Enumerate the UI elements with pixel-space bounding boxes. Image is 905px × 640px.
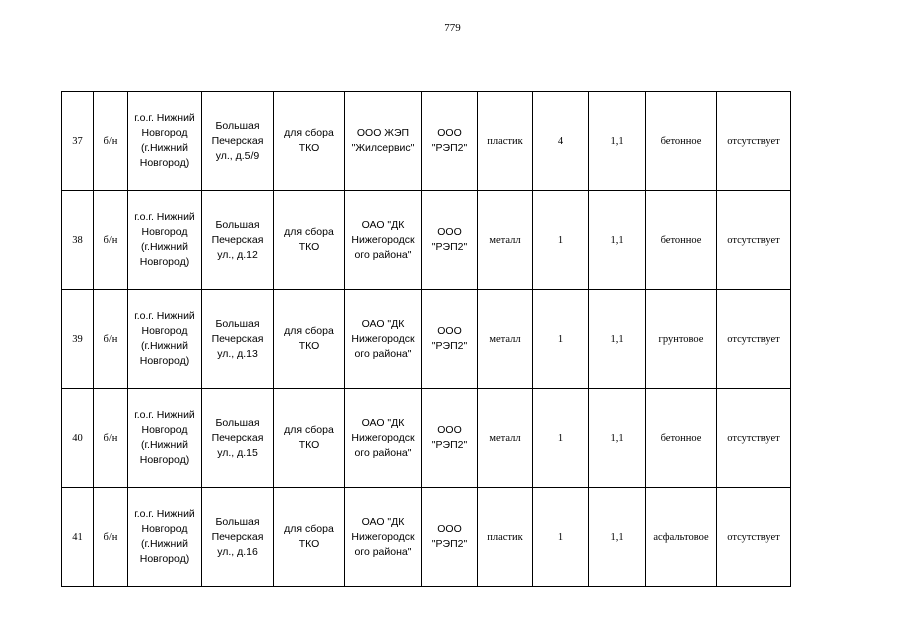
container-count-cell: 1 — [533, 488, 589, 587]
purpose-line: ТКО — [298, 241, 320, 253]
location-line: Новгород — [141, 127, 188, 139]
service-company-cell — [422, 389, 478, 488]
container-material-cell: металл — [478, 290, 533, 389]
service-company-cell — [422, 191, 478, 290]
location-line: г.о.г. Нижний — [134, 508, 195, 520]
registry-id-cell: б/н — [94, 488, 128, 587]
owner-line: ОАО "ДК — [361, 317, 405, 330]
container-count-cell: 1 — [533, 290, 589, 389]
service-company-line: "РЭП2" — [431, 439, 468, 451]
table-row — [62, 191, 791, 290]
fence-cell: отсутствует — [717, 92, 791, 191]
owner-cell — [345, 290, 422, 389]
owner-cell — [345, 92, 422, 191]
surface-type-cell: бетонное — [646, 92, 717, 191]
container-volume-cell: 1,1 — [589, 92, 646, 191]
purpose-line: для сбора — [284, 424, 334, 436]
table-row — [62, 389, 791, 488]
container-count-cell: 1 — [533, 389, 589, 488]
address-line: Печерская — [211, 134, 264, 147]
address-line: Печерская — [211, 530, 264, 543]
registry-id-cell: б/н — [94, 191, 128, 290]
service-company-line: ООО — [437, 325, 462, 337]
owner-cell — [345, 488, 422, 587]
location-line: Новгород — [141, 325, 188, 337]
table-row — [62, 290, 791, 389]
registry-id-cell: б/н — [94, 290, 128, 389]
address-cell — [202, 488, 274, 587]
row-number-cell: 37 — [62, 92, 94, 191]
address-line: Печерская — [211, 233, 264, 246]
location-line: Новгород) — [139, 553, 190, 565]
owner-line: ОАО "ДК — [361, 515, 405, 528]
address-line: Большая — [215, 416, 260, 429]
address-cell — [202, 290, 274, 389]
purpose-line: для сбора — [284, 226, 334, 238]
address-cell — [202, 92, 274, 191]
owner-line: ого района" — [354, 347, 412, 360]
table-row — [62, 488, 791, 587]
fence-cell: отсутствует — [717, 290, 791, 389]
address-line: ул., д.16 — [217, 545, 258, 558]
purpose-cell — [274, 191, 345, 290]
location-line: г.о.г. Нижний — [134, 310, 195, 322]
page-number: 779 — [444, 22, 461, 34]
purpose-cell — [274, 290, 345, 389]
location-line: Новгород — [141, 226, 188, 238]
row-number-cell: 39 — [62, 290, 94, 389]
purpose-line: для сбора — [284, 127, 334, 139]
location-cell — [128, 389, 202, 488]
address-line: ул., д.15 — [217, 446, 258, 459]
address-line: ул., д.12 — [217, 248, 258, 261]
service-company-line: ООО — [437, 226, 462, 238]
surface-type-cell: бетонное — [646, 191, 717, 290]
owner-line: Нижегородск — [351, 530, 415, 543]
surface-type-cell: бетонное — [646, 389, 717, 488]
location-line: г.о.г. Нижний — [134, 112, 195, 124]
address-line: Большая — [215, 119, 260, 132]
owner-cell — [345, 191, 422, 290]
address-line: ул., д.13 — [217, 347, 258, 360]
address-line: Печерская — [211, 431, 264, 444]
owner-line: ОАО "ДК — [361, 218, 405, 231]
service-company-line: ООО — [437, 523, 462, 535]
container-volume-cell: 1,1 — [589, 191, 646, 290]
address-cell — [202, 389, 274, 488]
owner-line: Нижегородск — [351, 332, 415, 345]
container-material-cell: пластик — [478, 488, 533, 587]
purpose-cell — [274, 92, 345, 191]
purpose-line: ТКО — [298, 340, 320, 352]
table-body — [62, 92, 791, 587]
container-volume-cell: 1,1 — [589, 488, 646, 587]
location-line: (г.Нижний — [141, 538, 188, 550]
fence-cell: отсутствует — [717, 488, 791, 587]
location-line: Новгород — [141, 424, 188, 436]
address-line: Большая — [215, 218, 260, 231]
service-company-line: ООО — [437, 127, 462, 139]
owner-line: ОАО "ДК — [361, 416, 405, 429]
location-line: Новгород) — [139, 157, 190, 169]
address-line: Печерская — [211, 332, 264, 345]
purpose-cell — [274, 389, 345, 488]
location-line: г.о.г. Нижний — [134, 211, 195, 223]
row-number-cell: 40 — [62, 389, 94, 488]
container-count-cell: 4 — [533, 92, 589, 191]
fence-cell: отсутствует — [717, 389, 791, 488]
fence-cell: отсутствует — [717, 191, 791, 290]
owner-line: ого района" — [354, 446, 412, 459]
purpose-cell — [274, 488, 345, 587]
purpose-line: для сбора — [284, 325, 334, 337]
service-company-line: "РЭП2" — [431, 142, 468, 154]
purpose-line: для сбора — [284, 523, 334, 535]
container-volume-cell: 1,1 — [589, 290, 646, 389]
location-line: (г.Нижний — [141, 241, 188, 253]
row-number-cell: 38 — [62, 191, 94, 290]
location-cell — [128, 290, 202, 389]
location-line: (г.Нижний — [141, 340, 188, 352]
location-cell — [128, 191, 202, 290]
owner-line: ого района" — [354, 248, 412, 261]
location-line: Новгород) — [139, 256, 190, 268]
owner-line: Нижегородск — [351, 233, 415, 246]
purpose-line: ТКО — [298, 142, 320, 154]
address-line: ул., д.5/9 — [215, 149, 260, 162]
location-line: Новгород — [141, 523, 188, 535]
registry-id-cell: б/н — [94, 92, 128, 191]
service-company-cell — [422, 92, 478, 191]
service-company-line: "РЭП2" — [431, 538, 468, 550]
location-cell — [128, 92, 202, 191]
service-company-line: "РЭП2" — [431, 241, 468, 253]
table-row — [62, 92, 791, 191]
owner-cell — [345, 389, 422, 488]
location-line: Новгород) — [139, 454, 190, 466]
owner-line: ООО ЖЭП — [356, 127, 410, 139]
owner-line: ого района" — [354, 545, 412, 558]
location-cell — [128, 488, 202, 587]
service-company-cell — [422, 290, 478, 389]
waste-sites-table — [61, 91, 791, 587]
location-line: (г.Нижний — [141, 142, 188, 154]
service-company-line: ООО — [437, 424, 462, 436]
purpose-line: ТКО — [298, 439, 320, 451]
address-cell — [202, 191, 274, 290]
location-line: г.о.г. Нижний — [134, 409, 195, 421]
service-company-line: "РЭП2" — [431, 340, 468, 352]
purpose-line: ТКО — [298, 538, 320, 550]
address-line: Большая — [215, 317, 260, 330]
location-line: Новгород) — [139, 355, 190, 367]
container-count-cell: 1 — [533, 191, 589, 290]
container-volume-cell: 1,1 — [589, 389, 646, 488]
surface-type-cell: грунтовое — [646, 290, 717, 389]
surface-type-cell: асфальтовое — [646, 488, 717, 587]
registry-id-cell: б/н — [94, 389, 128, 488]
container-material-cell: металл — [478, 389, 533, 488]
address-line: Большая — [215, 515, 260, 528]
owner-line: "Жилсервис" — [351, 142, 415, 154]
service-company-cell — [422, 488, 478, 587]
container-material-cell: металл — [478, 191, 533, 290]
row-number-cell: 41 — [62, 488, 94, 587]
container-material-cell: пластик — [478, 92, 533, 191]
owner-line: Нижегородск — [351, 431, 415, 444]
location-line: (г.Нижний — [141, 439, 188, 451]
